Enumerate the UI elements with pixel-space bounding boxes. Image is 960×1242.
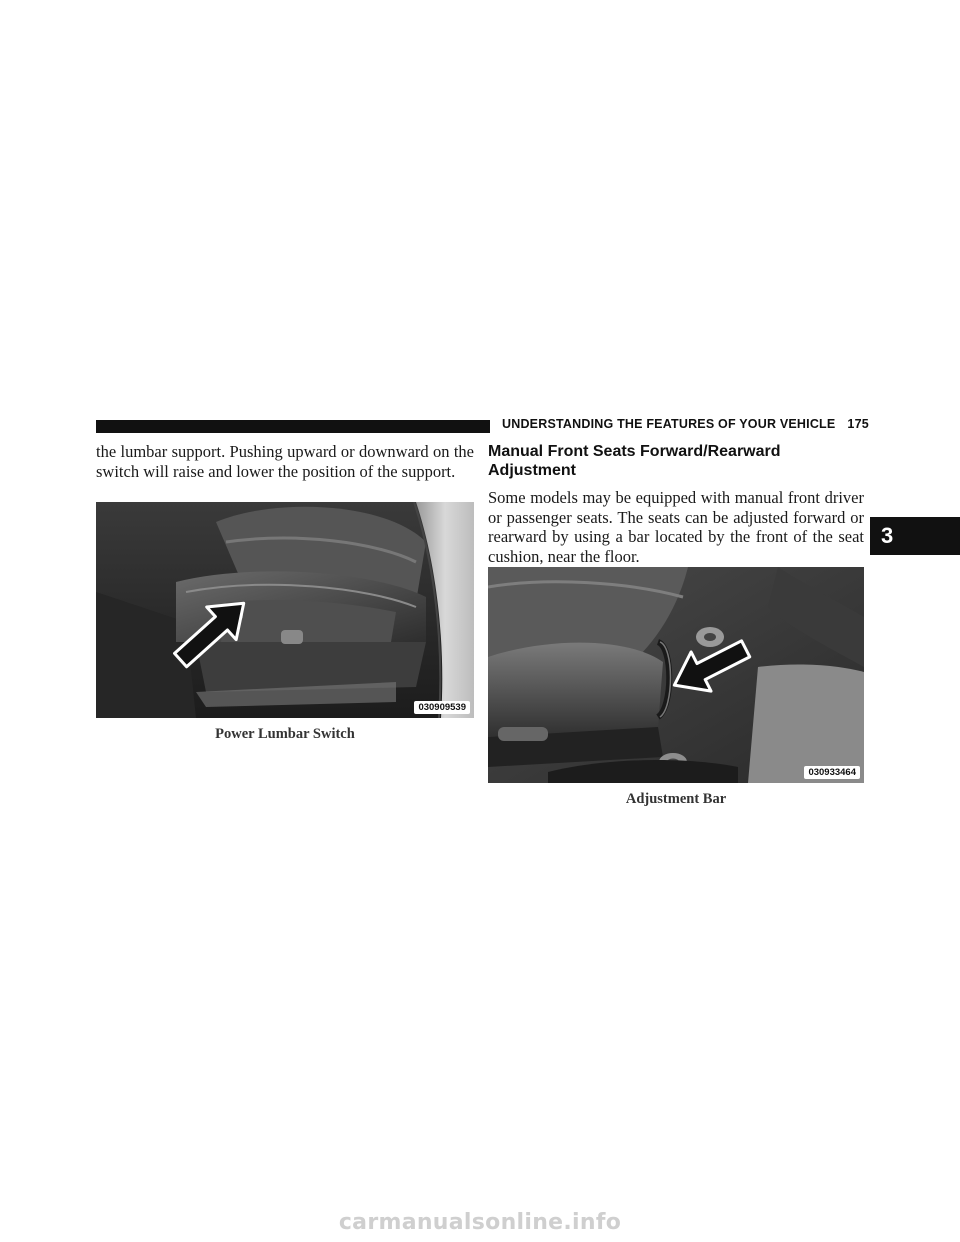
section-title: UNDERSTANDING THE FEATURES OF YOUR VEHICLE	[502, 417, 836, 431]
figure-caption: Power Lumbar Switch	[215, 726, 355, 742]
right-paragraph: Some models may be equipped with manual front driver or passenger seats. The seats can be adjusted forward or rearward by using a bar located by the front of the seat cushion, near the floor.	[488, 488, 864, 566]
running-header	[502, 417, 869, 431]
watermark: carmanualsonline.info	[338, 1210, 622, 1235]
figure-code: 030909539	[414, 701, 470, 714]
figure-code: 030933464	[804, 766, 860, 779]
power-lumbar-switch-photo	[96, 502, 474, 718]
chapter-tab: 3	[870, 517, 960, 555]
left-paragraph: the lumbar support. Pushing upward or downward on the switch will raise and lower the position of the support.	[96, 442, 474, 481]
section-heading: Manual Front Seats Forward/Rearward Adjustment	[488, 443, 781, 479]
header-rule	[96, 420, 490, 433]
figure-caption: Adjustment Bar	[625, 791, 727, 807]
page-number: 175	[847, 417, 869, 431]
adjustment-bar-photo	[488, 567, 864, 783]
